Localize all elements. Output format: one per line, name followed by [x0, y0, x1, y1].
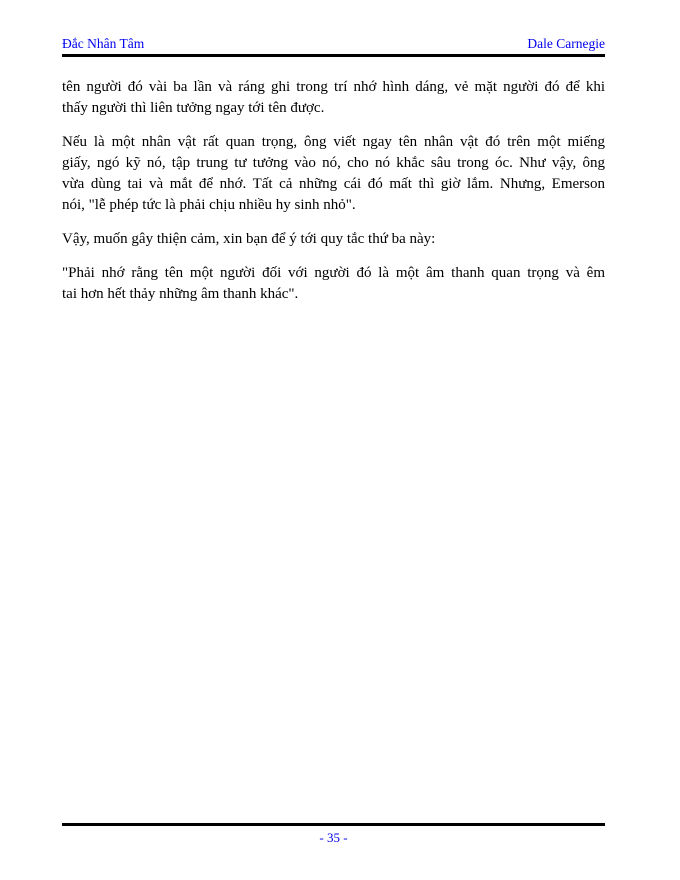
text-line: Vậy, muốn gây thiện cảm, xin bạn để ý tới quy tắc thứ ba này: [62, 231, 436, 247]
text-line: nói, "lễ phép tức là phải chịu nhiều hy sinh nhỏ". [62, 197, 356, 213]
paragraph [62, 77, 605, 119]
page-number: - 35 - [319, 830, 348, 845]
paragraph [62, 132, 605, 216]
page-body [62, 77, 605, 318]
header-author: Dale Carnegie [527, 36, 605, 51]
text-line: tên người đó vài ba lần và ráng ghi trong trí nhớ hình dáng, vẻ mặt người đó để khi [62, 79, 605, 95]
text-line: "Phải nhớ rằng tên một người đối với người đó là một âm thanh quan trọng và êm [62, 265, 605, 281]
text-line: tai hơn hết thảy những âm thanh khác". [62, 286, 299, 302]
text-line: thấy người thì liên tưởng ngay tới tên được. [62, 100, 325, 116]
page-footer [62, 823, 605, 845]
header-book-title: Đắc Nhân Tâm [62, 36, 145, 51]
paragraph [62, 263, 605, 305]
page-header [62, 36, 605, 57]
text-line: Nếu là một nhân vật rất quan trọng, ông viết ngay tên nhân vật đó trên một miếng [62, 134, 605, 150]
text-line: giấy, ngó kỹ nó, tập trung tư tưởng vào nó, cho nó khắc sâu trong óc. Như vậy, ông [62, 155, 605, 171]
paragraph [62, 229, 605, 250]
text-line: vừa dùng tai và mắt để nhớ. Tất cả những cái đó mất thì giờ lắm. Nhưng, Emerson [62, 176, 605, 192]
